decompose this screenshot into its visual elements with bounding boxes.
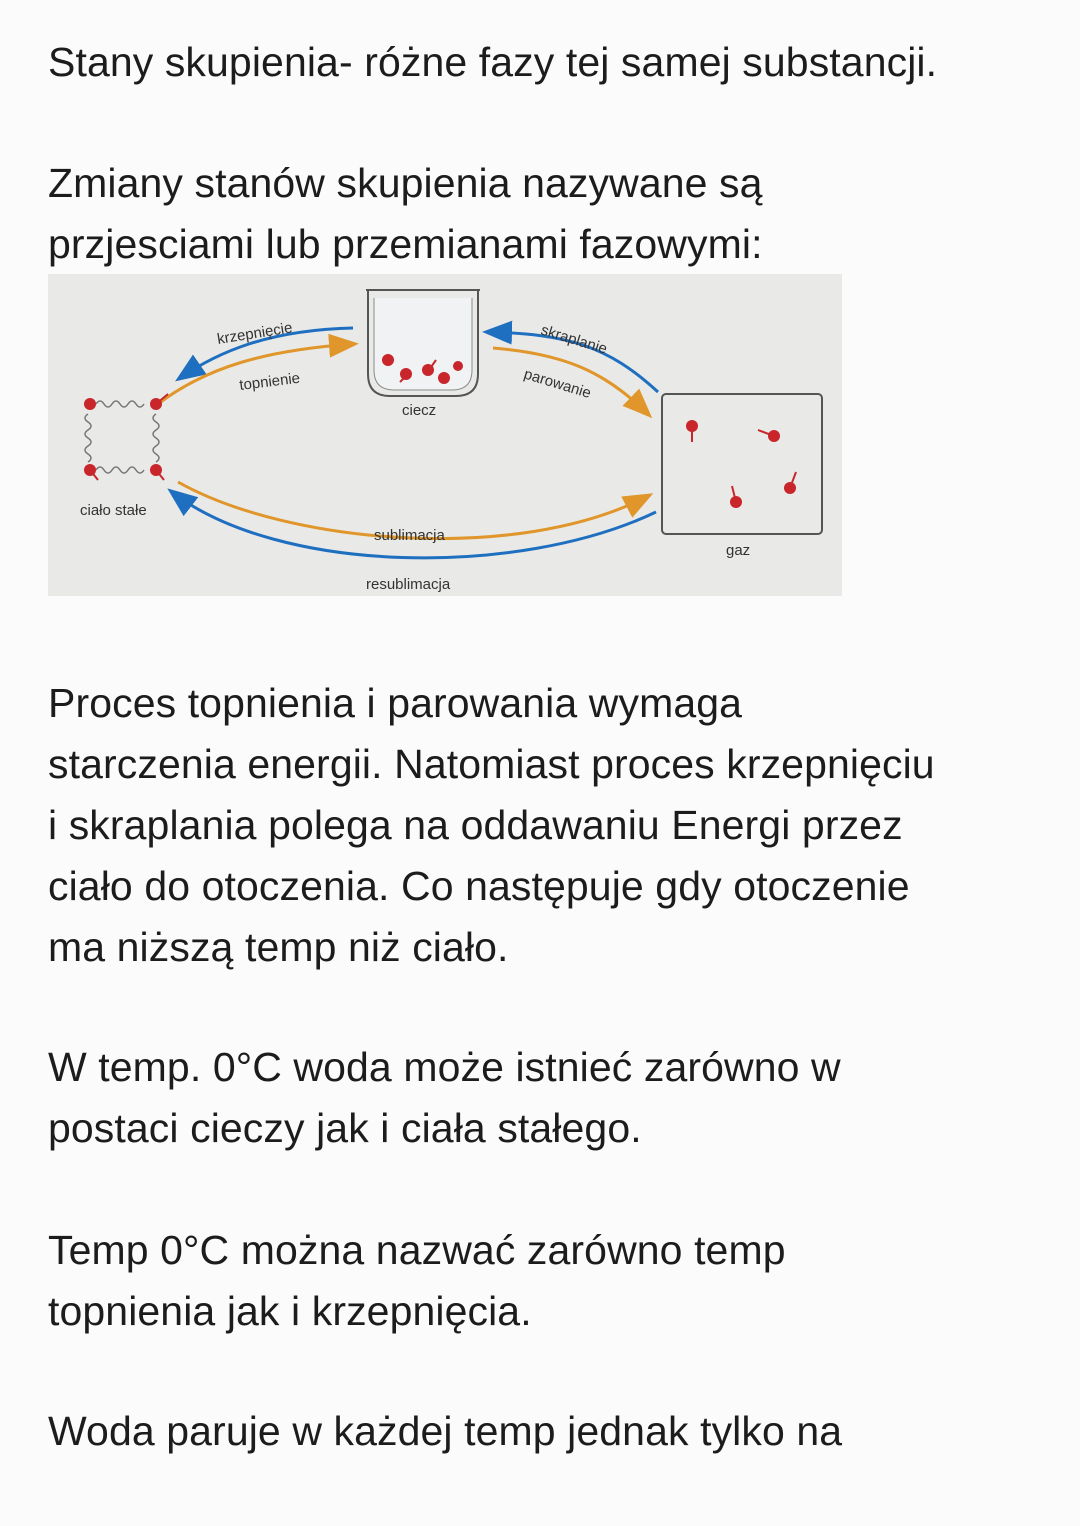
paragraph-zero-celsius — [48, 1037, 1048, 1159]
label-krzepniecie: krzepnięcie — [215, 319, 294, 348]
label-sublimacja: sublimacja — [374, 527, 445, 544]
gas-container — [662, 394, 822, 534]
text-line: Temp 0°C można nazwać zarówno temp — [48, 1227, 786, 1273]
paragraph-energy-explanation — [48, 673, 1048, 978]
solid-lattice — [85, 401, 159, 473]
label-gaz: gaz — [726, 542, 751, 559]
text-line: Proces topnienia i parowania wymaga — [48, 680, 743, 726]
gas-particles — [686, 420, 796, 508]
text-line: przjesciami lub przemianami fazowymi: — [48, 221, 763, 267]
paragraph-evaporation — [48, 1401, 1048, 1462]
label-cialo-stale: ciało stałe — [80, 502, 147, 519]
label-topnienie: topnienie — [238, 369, 301, 394]
paragraph-states-definition — [48, 32, 1048, 93]
label-resublimacja: resublimacja — [366, 576, 451, 593]
text-line: Woda paruje w każdej temp jednak tylko na — [48, 1408, 843, 1454]
label-parowanie: parowanie — [521, 365, 593, 403]
text-line: postaci cieczy jak i ciała stałego. — [48, 1105, 642, 1151]
label-ciecz: ciecz — [402, 402, 437, 419]
text-line: ma niższą temp niż ciało. — [48, 924, 509, 970]
text-line: topnienia jak i krzepnięcia. — [48, 1288, 532, 1334]
paragraph-melting-point — [48, 1220, 1048, 1342]
phase-transition-diagram — [48, 274, 842, 596]
text-line: Zmiany stanów skupienia nazywane są — [48, 160, 763, 206]
arrow-resublimacja — [172, 492, 656, 558]
text-line: i skraplania polega na oddawaniu Energi przez — [48, 802, 903, 848]
text-line: Stany skupienia- różne fazy tej samej substancji. — [48, 39, 938, 85]
diagram-svg — [48, 274, 842, 596]
text-line: starczenia energii. Natomiast proces krzepnięciu — [48, 741, 935, 787]
paragraph-phase-changes — [48, 153, 1048, 275]
text-line: W temp. 0°C woda może istnieć zarówno w — [48, 1044, 841, 1090]
label-skraplanie: skraplanie — [538, 321, 610, 358]
text-line: ciało do otoczenia. Co następuje gdy otoczenie — [48, 863, 910, 909]
